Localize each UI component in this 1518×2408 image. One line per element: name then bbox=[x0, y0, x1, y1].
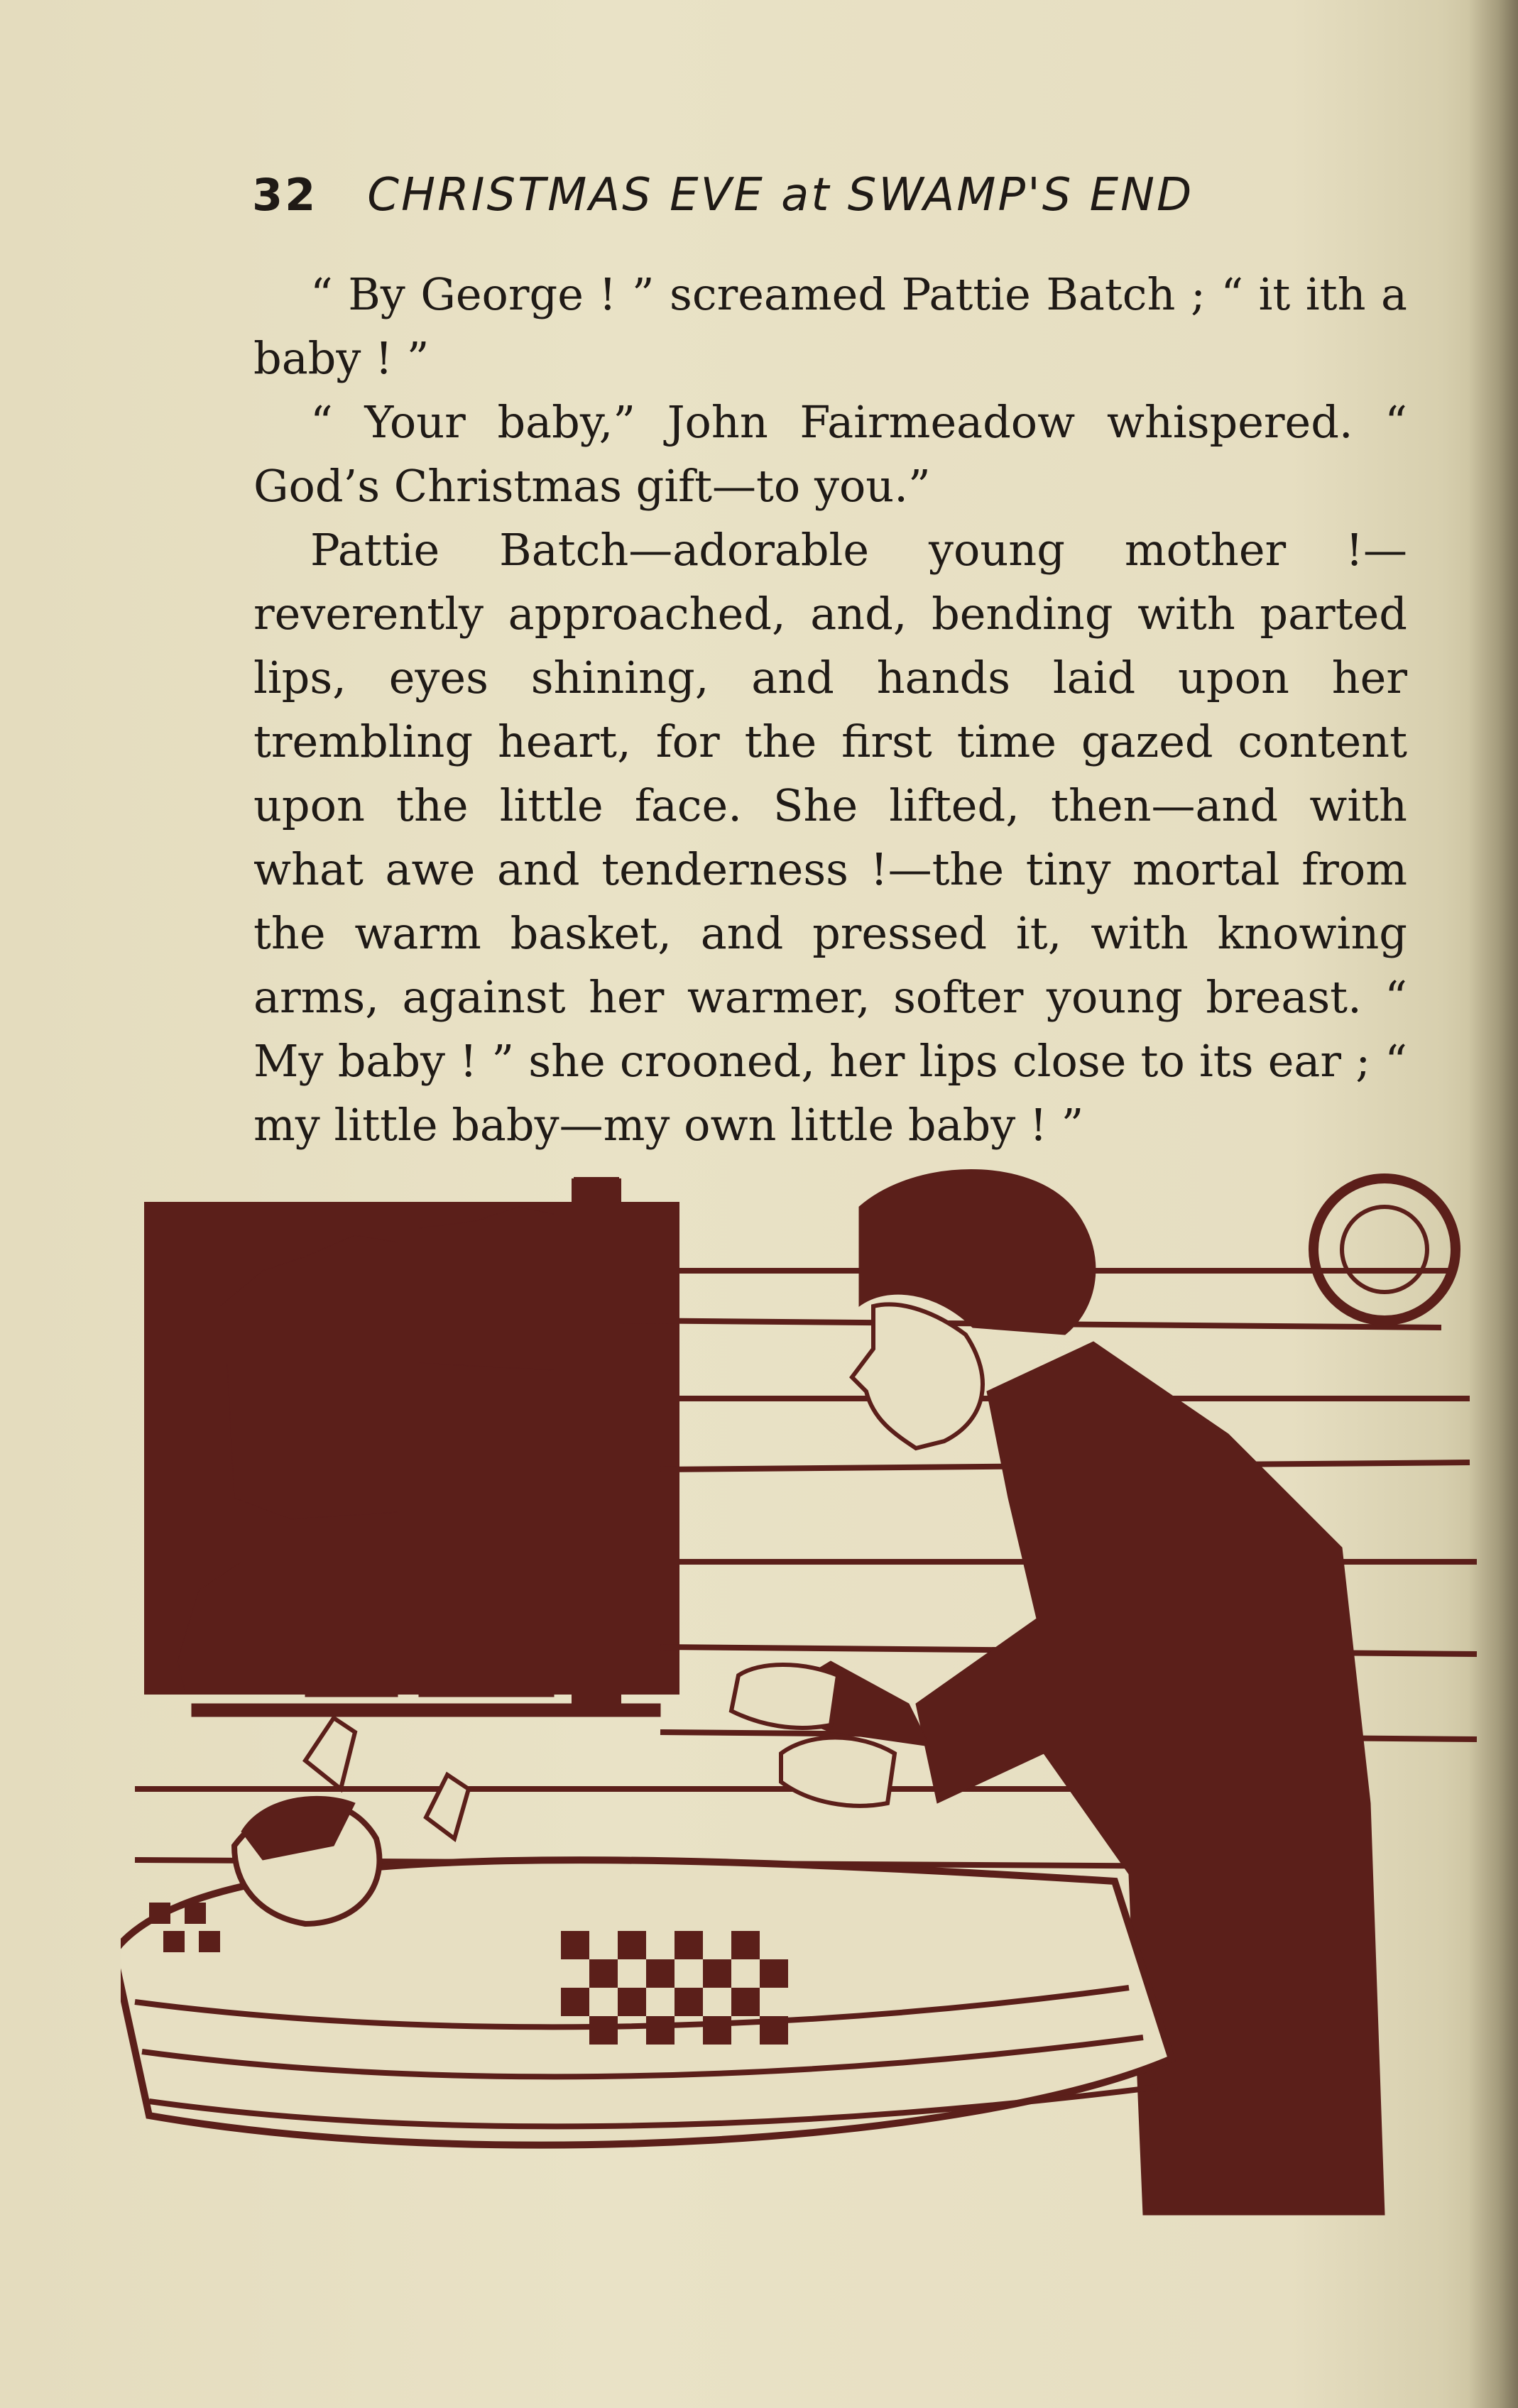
basket-with-baby-icon bbox=[121, 1718, 1172, 2145]
window-icon bbox=[149, 1178, 675, 1717]
paragraph-3: Pattie Batch—adorable young mother !—reverently approached, and, bending with parted lips, eyes shining, and hands laid upon her trembling heart, for the first time gazed content upon the little face. She lifted, then—and with what awe and tenderness !—the tiny mortal from the warm basket, and pressed it, with knowing arms, against her warmer, softer young breast. “ My baby ! ” she crooned, her lips close to its ear ; “ my little baby—my own little baby ! ” bbox=[253, 524, 1407, 1151]
running-title: CHRISTMAS EVE at SWAMP'S END bbox=[367, 169, 1194, 221]
wall-plate-icon bbox=[1314, 1178, 1456, 1320]
body-text bbox=[253, 263, 1407, 1157]
paragraph-1: “ By George ! ” screamed Pattie Batch ; “ it ith a baby ! ” bbox=[253, 268, 1407, 384]
page-number: 32 bbox=[252, 169, 318, 221]
paragraph-2: “ Your baby,” John Fairmeadow whispered. “ God’s Christmas gift—to you.” bbox=[253, 396, 1407, 512]
running-header bbox=[252, 169, 1289, 233]
illustration-mother-and-baby bbox=[121, 1164, 1498, 2272]
